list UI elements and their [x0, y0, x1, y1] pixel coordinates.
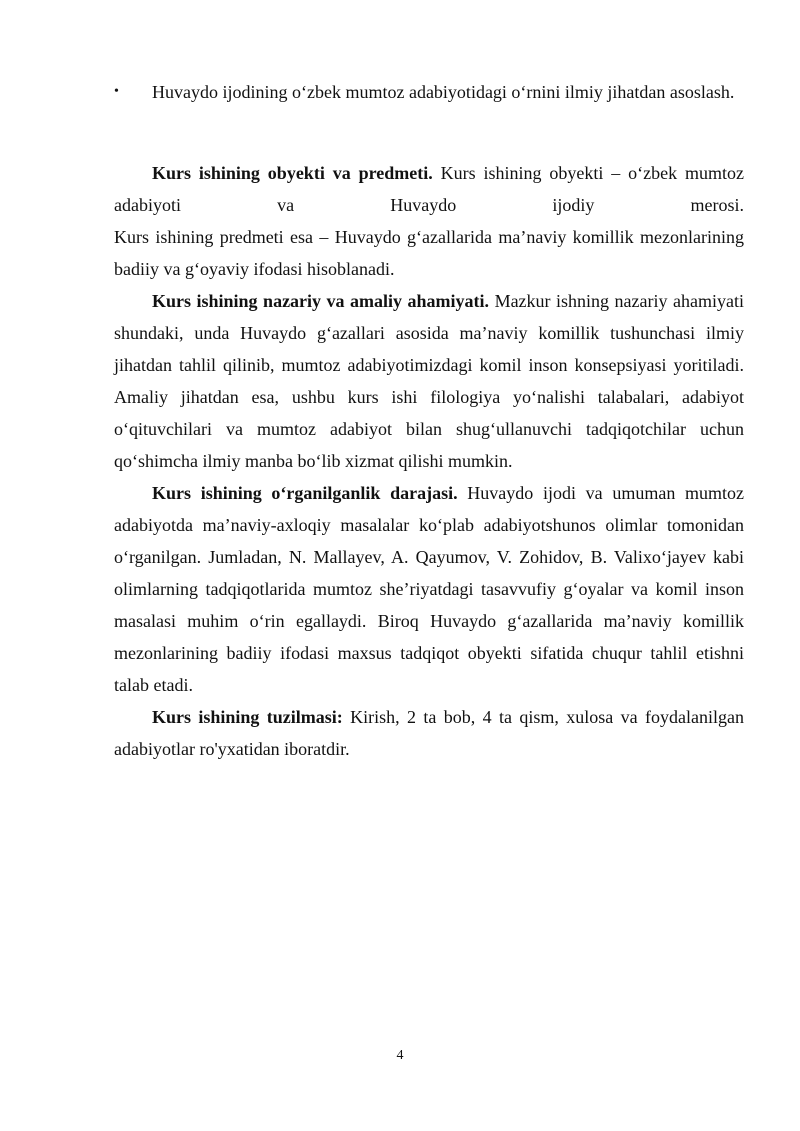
object-heading: Kurs ishining obyekti va predmeti.	[152, 163, 433, 183]
bullet-item	[114, 76, 744, 108]
object-text-1: Kurs ishining obyekti – o‘zbek mumtoz adabiyoti va Huvaydo ijodiy merosi.	[114, 163, 744, 215]
importance-text: Mazkur ishning nazariy ahamiyati shundaki, unda Huvaydo g‘azallari asosida ma’naviy komillik tushunchasi ilmiy jihatdan tahlil qilinib, mumtoz adabiyotimizdagi komil inson konsepsiyasi yoritiladi. Amaliy jihatdan esa, ushbu kurs ishi filologiya yo‘nalishi talabalari, adabiyot o‘qituvchilari va mumtoz adabiyot bilan shug‘ullanuvchi tadqiqotchilar uchun qo‘shimcha ilmiy manba bo‘lib xizmat qilishi mumkin.	[114, 291, 744, 471]
study-paragraph	[114, 477, 744, 701]
study-heading: Kurs ishining o‘rganilganlik darajasi.	[152, 483, 458, 503]
importance-paragraph	[114, 285, 744, 477]
document-body	[114, 157, 744, 765]
object-paragraph-1	[114, 157, 744, 221]
structure-heading: Kurs ishining tuzilmasi:	[152, 707, 343, 727]
study-text: Huvaydo ijodi va umuman mumtoz adabiyotda ma’naviy-axloqiy masalalar ko‘plab adabiyotshunos olimlar tomonidan o‘rganilgan. Jumladan, N. Mallayev, A. Qayumov, V. Zohidov, B. Valixo‘jayev kabi olimlarning tadqiqotlarida mumtoz she’riyatdagi tasavvufiy g‘oyalar va komil inson masalasi muhim o‘rin egallaydi. Biroq Huvaydo g‘azallarida ma’naviy komillik mezonlarining badiiy ifodasi maxsus tadqiqot obyekti sifatida chuqur tahlil etishni talab etadi.	[114, 483, 744, 695]
object-paragraph-2	[114, 221, 744, 285]
bullet-marker: •	[114, 84, 119, 99]
page-number: 4	[396, 1048, 404, 1063]
structure-text: Kirish, 2 ta bob, 4 ta qism, xulosa va foydalanilgan adabiyotlar ro'yxatidan iboratdir.	[114, 707, 744, 759]
bullet-text: Huvaydo ijodining o‘zbek mumtoz adabiyotidagi o‘rnini ilmiy jihatdan asoslash.	[152, 82, 735, 102]
importance-heading: Kurs ishining nazariy va amaliy ahamiyati.	[152, 291, 490, 311]
object-text-2: Kurs ishining predmeti esa – Huvaydo g‘azallarida ma’naviy komillik mezonlarining badiiy va g‘oyaviy ifodasi hisoblanadi.	[114, 227, 744, 279]
structure-paragraph	[114, 701, 744, 765]
